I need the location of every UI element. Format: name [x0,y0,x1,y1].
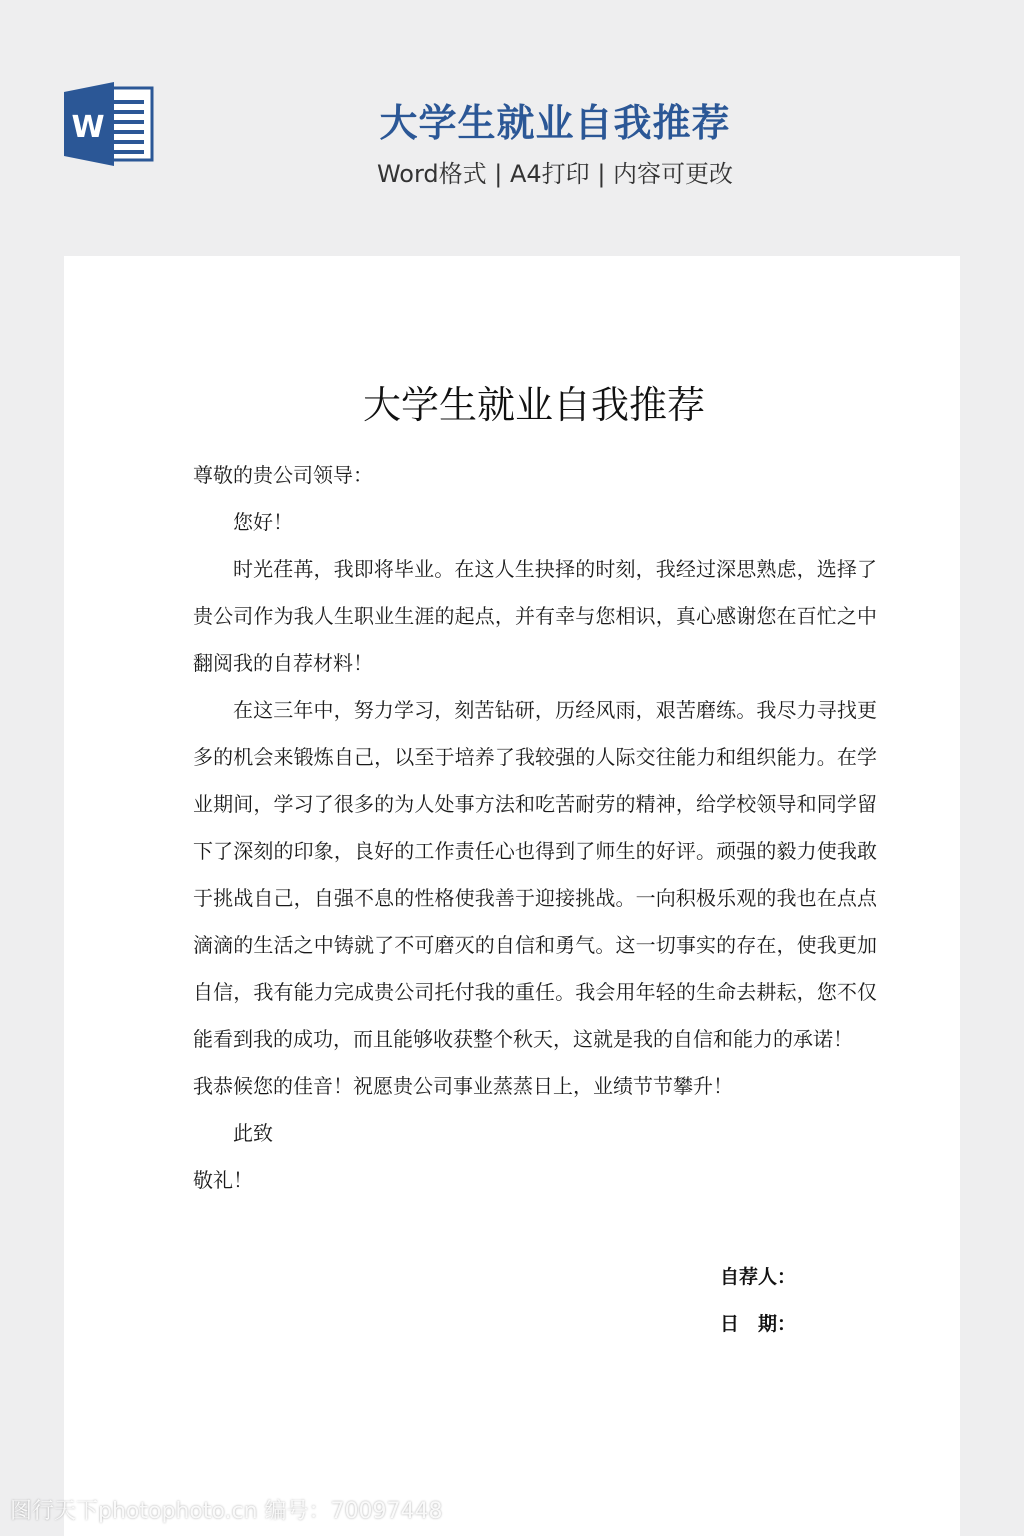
date-label: 日 期： [720,1313,797,1335]
header-title: 大学生就业自我推荐 [379,101,731,145]
paragraph-3: 我恭候您的佳音！祝愿贵公司事业蒸蒸日上，业绩节节攀升！ [193,1074,733,1098]
paragraph-2: 在这三年中，努力学习，刻苦钻研，历经风雨，艰苦磨练。我尽力寻找更多的机会来锻炼自己，以至于培养了我较强的人际交往能力和组织能力。在学业期间，学习了很多的为人处事方法和吃苦耐劳的精神，给学校领导和同学留下了深刻的印象，良好的工作责任心也得到了师生的好评。顽强的毅力使我敢于挑战自己，自强不息的性格使我善于迎接挑战。一向积极乐观的我也在点点滴滴的生活之中铸就了不可磨灭的自信和勇气。这一切事实的存在，使我更加自信，我有能力完成贵公司托付我的重任。我会用年轻的生命去耕耘，您不仅能看到我的成功，而且能够收获整个秋天，这就是我的自信和能力的承诺！ [193,698,877,1051]
header-subtitle: Word格式 | A4打印 | 内容可更改 [376,160,734,188]
signature-label: 自荐人： [720,1266,797,1288]
paragraph-1: 时光荏苒，我即将毕业。在这人生抉择的时刻，我经过深思熟虑，选择了贵公司作为我人生职业生涯的起点，并有幸与您相识，真心感谢您在百忙之中翻阅我的自荐材料！ [193,557,877,675]
document-body [193,452,877,1204]
watermark: 图行天下photophoto.cn 编号：70097448 [10,1499,443,1524]
greeting: 您好！ [233,510,293,534]
salutation: 尊敬的贵公司领导： [193,463,373,487]
document-title: 大学生就业自我推荐 [362,383,705,427]
word-document-icon [64,82,156,166]
document-page [64,256,960,1536]
header [0,0,1024,250]
closing-line-2: 敬礼！ [193,1168,253,1192]
closing-line-1: 此致 [233,1121,273,1145]
svg-text:W: W [71,110,105,145]
